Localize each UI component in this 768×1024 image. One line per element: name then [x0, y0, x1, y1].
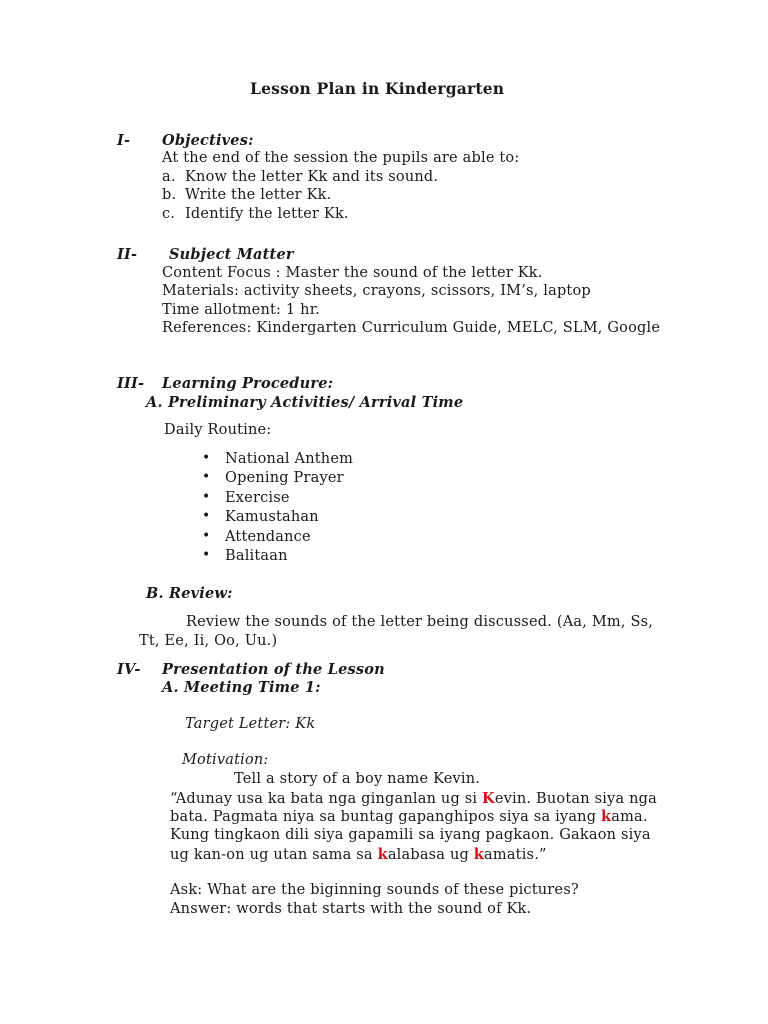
target-letter: Target Letter: Kk: [185, 716, 316, 732]
subheading-preliminary-activities: A. Preliminary Activities/ Arrival Time: [146, 394, 464, 411]
highlight-letter: K: [482, 790, 495, 807]
section-numeral-learning-procedure: III-: [117, 375, 145, 392]
routine-item: Attendance: [225, 529, 311, 545]
subheading-review: B. Review:: [146, 585, 233, 602]
story-text: alabasa ug: [387, 847, 474, 863]
bullet-icon: •: [202, 547, 211, 563]
section-heading-subject-matter: Subject Matter: [169, 246, 294, 263]
bullet-icon: •: [202, 489, 211, 505]
story-line: [170, 845, 547, 865]
story-line: [170, 807, 648, 827]
subject-matter-line: Content Focus : Master the sound of the letter Kk.: [162, 265, 543, 281]
routine-item: Exercise: [225, 490, 290, 506]
highlight-letter: k: [601, 808, 612, 825]
section-heading-objectives: Objectives:: [162, 132, 254, 149]
story-text: evin. Buotan siya nga: [494, 791, 657, 807]
objective-marker: c.: [162, 206, 176, 222]
answer-text: Answer: words that starts with the sound of Kk.: [170, 901, 532, 917]
bullet-icon: •: [202, 508, 211, 524]
section-heading-presentation: Presentation of the Lesson: [162, 661, 385, 678]
objective-item: Write the letter Kk.: [185, 187, 332, 203]
ask-question: Ask: What are the biginning sounds of these pictures?: [170, 882, 579, 898]
objective-marker: b.: [162, 187, 177, 203]
section-numeral-objectives: I-: [117, 132, 131, 149]
subject-matter-line: References: Kindergarten Curriculum Guide, MELC, SLM, Google: [162, 320, 661, 336]
objectives-intro: At the end of the session the pupils are able to:: [162, 150, 520, 166]
section-numeral-subject-matter: II-: [117, 246, 138, 263]
story-text: ama.: [611, 809, 648, 825]
daily-routine-label: Daily Routine:: [164, 422, 272, 438]
routine-item: National Anthem: [225, 451, 354, 467]
subject-matter-line: Materials: activity sheets, crayons, scissors, IM’s, laptop: [162, 283, 591, 299]
bullet-icon: •: [202, 528, 211, 544]
section-numeral-presentation: IV-: [117, 661, 141, 678]
highlight-letter: k: [473, 846, 485, 863]
story-text: bata. Pagmata niya sa buntag gapanghipos siya sa iyang: [170, 809, 601, 825]
highlight-letter: k: [377, 846, 388, 863]
story-intro: Tell a story of a boy name Kevin.: [234, 771, 481, 787]
objective-marker: a.: [162, 169, 176, 185]
story-line: [170, 789, 657, 809]
objective-item: Know the letter Kk and its sound.: [185, 169, 439, 185]
review-text: Review the sounds of the letter being discussed. (Aa, Mm, Ss,: [186, 614, 654, 630]
bullet-icon: •: [202, 450, 211, 466]
section-heading-learning-procedure: Learning Procedure:: [162, 375, 334, 392]
routine-item: Kamustahan: [225, 509, 319, 525]
subheading-meeting-time: A. Meeting Time 1:: [162, 679, 321, 696]
motivation-label: Motivation:: [182, 752, 269, 768]
review-text: Tt, Ee, Ii, Oo, Uu.): [139, 633, 278, 649]
story-text: amatis.”: [484, 847, 547, 863]
story-text: ug kan-on ug utan sama sa: [170, 847, 378, 863]
page-title: Lesson Plan in Kindergarten: [250, 79, 505, 98]
routine-item: Balitaan: [225, 548, 288, 564]
objective-item: Identify the letter Kk.: [185, 206, 349, 222]
story-text: “Adunay usa ka bata nga ginganlan ug si: [170, 791, 483, 807]
story-line: Kung tingkaon dili siya gapamili sa iyang pagkaon. Gakaon siya: [170, 827, 651, 843]
bullet-icon: •: [202, 469, 211, 485]
routine-item: Opening Prayer: [225, 470, 344, 486]
subject-matter-line: Time allotment: 1 hr.: [162, 302, 321, 318]
